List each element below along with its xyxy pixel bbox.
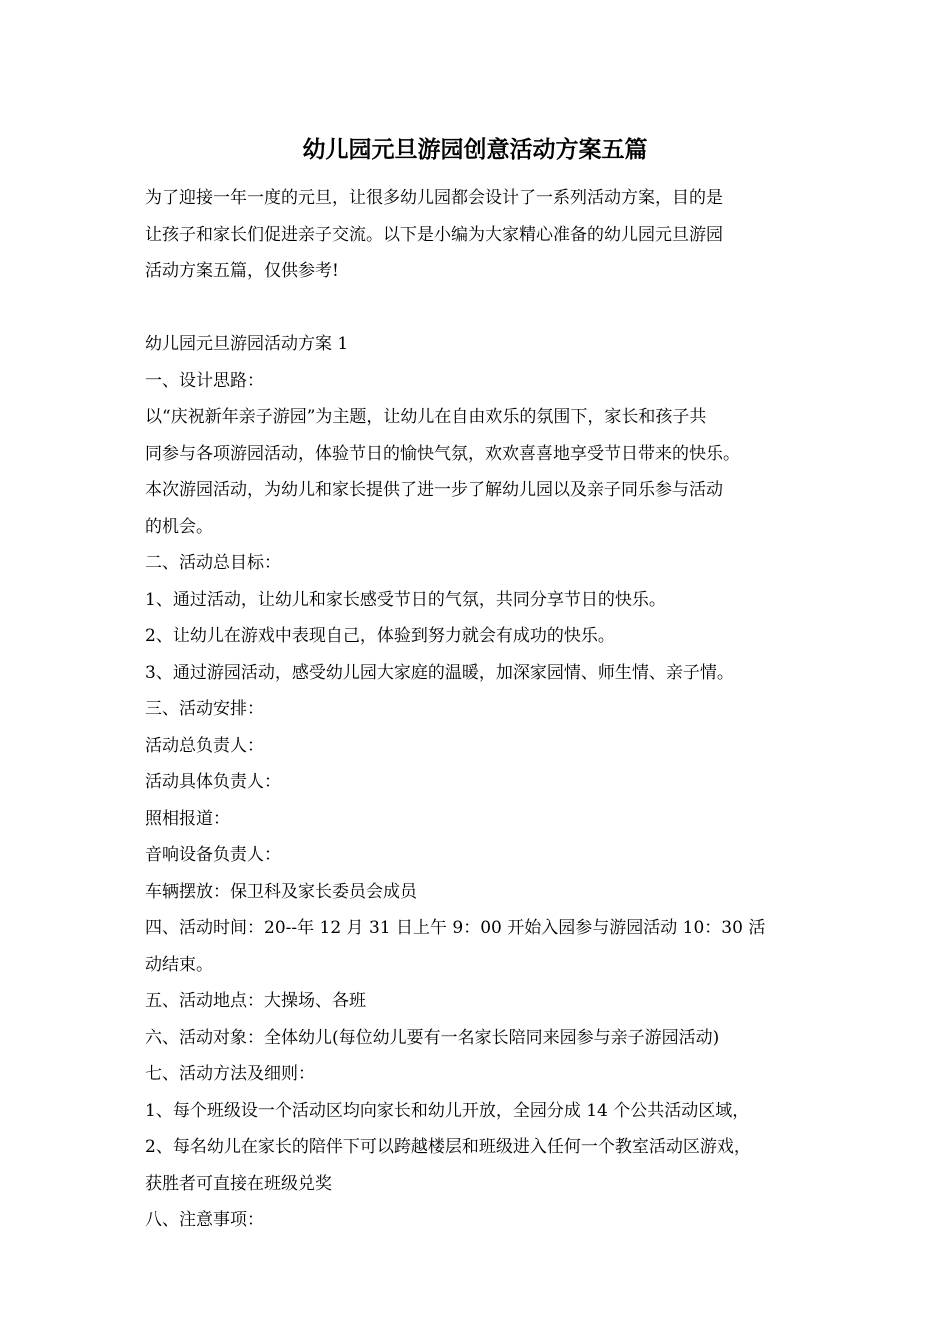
body-line: 活动总负责人：: [145, 735, 264, 756]
body-line: 活动具体负责人：: [145, 772, 281, 792]
body-line: 动结束。: [145, 954, 213, 975]
body-line: 本次游园活动，为幼儿和家长提供了进一步了解幼儿园以及亲子同乐参与活动: [145, 480, 723, 500]
body-line: 的机会。: [145, 516, 213, 537]
body-line: 3、通过游园活动，感受幼儿园大家庭的温暖，加深家园情、师生情、亲子情。: [145, 662, 734, 683]
body-line: 2、让幼儿在游戏中表现自己，体验到努力就会有成功的快乐。: [145, 626, 615, 646]
document-title: 幼儿园元旦游园创意活动方案五篇: [302, 136, 648, 163]
body-line: 照相报道：: [145, 808, 230, 829]
paragraph-gap: [145, 290, 835, 327]
body-line: 以“庆祝新年亲子游园”为主题，让幼儿在自由欢乐的氛围下，家长和孩子共: [145, 407, 707, 427]
body-line: 三、活动安排：: [145, 699, 264, 719]
body-line: 2、每名幼儿在家长的陪伴下可以跨越楼层和班级进入任何一个教室活动区游戏，: [145, 1137, 751, 1157]
body-line: 同参与各项游园活动，体验节日的愉快气氛，欢欢喜喜地享受节日带来的快乐。: [145, 443, 740, 464]
intro-line: 让孩子和家长们促进亲子交流。以下是小编为大家精心准备的幼儿园元旦游园: [145, 224, 723, 245]
body-line: 一、设计思路：: [145, 370, 264, 391]
body-line: 六、活动对象：全体幼儿(每位幼儿要有一名家长陪同来园参与亲子游园活动): [145, 1027, 720, 1048]
body-line: 五、活动地点：大操场、各班: [145, 991, 366, 1011]
document-body: [145, 180, 835, 1239]
body-line: 1、通过活动，让幼儿和家长感受节日的气氛，共同分享节日的快乐。: [145, 589, 666, 610]
section-heading: 幼儿园元旦游园活动方案 1: [145, 334, 349, 354]
body-line: 音响设备负责人：: [145, 845, 281, 865]
body-line: 七、活动方法及细则：: [145, 1064, 315, 1084]
body-line: 二、活动总目标：: [145, 553, 281, 573]
body-line: 获胜者可直接在班级兑奖: [145, 1173, 332, 1194]
body-line: 八、注意事项：: [145, 1210, 264, 1230]
body-line: 四、活动时间：20--年 12 月 31 日上午 9：00 开始入园参与游园活动 10：30 活: [145, 918, 766, 938]
intro-line: 活动方案五篇，仅供参考!: [145, 261, 339, 281]
body-line: 1、每个班级设一个活动区均向家长和幼儿开放，全园分成 14 个公共活动区域，: [145, 1100, 750, 1121]
intro-line: 为了迎接一年一度的元旦，让很多幼儿园都会设计了一系列活动方案，目的是: [145, 188, 723, 208]
body-line: 车辆摆放：保卫科及家长委员会成员: [145, 881, 417, 902]
